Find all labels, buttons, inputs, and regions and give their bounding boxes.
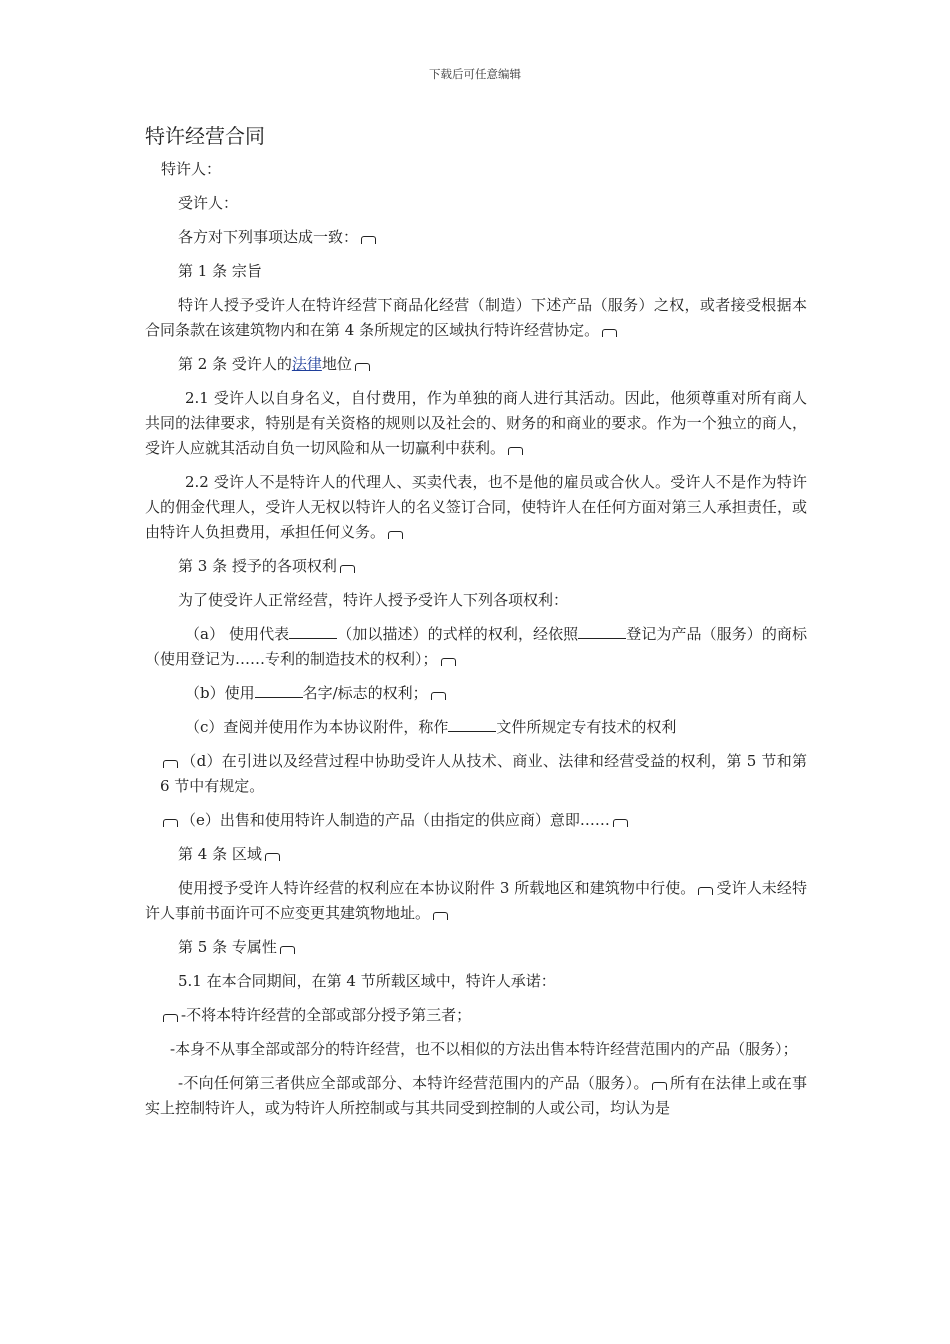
fill-blank bbox=[578, 624, 626, 639]
article-3-item-c: （c）查阅并使用作为本协议附件，称作 文件所规定专有技术的权利 bbox=[185, 718, 677, 736]
paragraph-mark-icon bbox=[388, 531, 403, 539]
franchisee-label: 受许人： bbox=[178, 194, 239, 212]
article-3-item-a: （a） 使用代表 （加以描述）的式样的权利，经依照 登记为产品（服务）的商标（使用登记为……专利的制造技术的权利）； bbox=[145, 625, 807, 668]
paragraph-mark-icon bbox=[163, 1014, 178, 1022]
article-3-title: 第 3 条 授予的各项权利 bbox=[145, 554, 807, 579]
fill-blank bbox=[289, 624, 337, 639]
article-1-text: 特许人授予受许人在特许经营下商品化经营（制造）下述产品（服务）之权，或者接受根据本合同条款在该建筑物内和在第 4 条所规定的区域执行特许经营协定。 bbox=[145, 296, 807, 339]
fill-blank bbox=[448, 717, 496, 732]
law-link[interactable]: 法律 bbox=[291, 355, 322, 373]
article-5-1: 5.1 在本合同期间，在第 4 节所载区域中，特许人承诺： bbox=[178, 972, 556, 990]
paragraph-mark-icon bbox=[280, 946, 295, 954]
paragraph-mark-icon bbox=[613, 819, 628, 827]
document-body bbox=[145, 121, 807, 1130]
paragraph-mark-icon bbox=[163, 819, 178, 827]
article-2-1: 2.1 受许人以自身名义，自付费用，作为单独的商人进行其活动。因此，他须尊重对所有商人共同的法律要求，特别是有关资格的规则以及社会的、财务的和商业的要求。作为一个独立的商人，受许人应就其活动自负一切风险和从一切赢利中获利。 bbox=[145, 389, 807, 457]
paragraph-mark-icon bbox=[433, 912, 448, 920]
article-1-title: 第 1 条 宗旨 bbox=[178, 262, 262, 280]
paragraph-mark-icon bbox=[163, 760, 178, 768]
franchisor-label: 特许人： bbox=[161, 160, 222, 178]
paragraph-mark-icon bbox=[508, 447, 523, 455]
article-2-2: 2.2 受许人不是特许人的代理人、买卖代表，也不是他的雇员或合伙人。受许人不是作为特许人的佣金代理人，受许人无权以特许人的名义签订合同，使特许人在任何方面对第三人承担责任，或由特许人负担费用，承担任何义务。 bbox=[145, 473, 807, 541]
article-3-item-b: （b）使用 名字/标志的权利； bbox=[145, 681, 807, 706]
article-5-dash-2: -本身不从事全部或部分的特许经营，也不以相似的方法出售本特许经营范围内的产品（服务）； bbox=[170, 1040, 798, 1058]
article-5-dash-3: -不向任何第三者供应全部或部分、本特许经营范围内的产品（服务）。 所有在法律上或在事实上控制特许人，或为特许人所控制或与其共同受到控制的人或公司，均认为是 bbox=[145, 1074, 807, 1117]
article-3-item-d: （d）在引进以及经营过程中协助受许人从技术、商业、法律和经营受益的权利，第 5 节和第 6 节中有规定。 bbox=[160, 752, 807, 795]
paragraph-mark-icon bbox=[441, 658, 456, 666]
article-3-item-e: （e）出售和使用特许人制造的产品（由指定的供应商）意即…… bbox=[145, 808, 807, 833]
paragraph-mark-icon bbox=[602, 329, 617, 337]
article-5-title: 第 5 条 专属性 bbox=[145, 935, 807, 960]
document-title: 特许经营合同 bbox=[145, 124, 265, 148]
paragraph-mark-icon bbox=[355, 363, 370, 371]
paragraph-mark-icon bbox=[652, 1082, 667, 1090]
article-2-title: 第 2 条 受许人的法律地位 bbox=[145, 352, 807, 377]
paragraph-mark-icon bbox=[265, 853, 280, 861]
fill-blank bbox=[255, 683, 303, 698]
paragraph-mark-icon bbox=[361, 236, 376, 244]
paragraph-mark-icon bbox=[431, 692, 446, 700]
article-3-intro: 为了使受许人正常经营，特许人授予受许人下列各项权利： bbox=[178, 591, 569, 609]
article-4-title: 第 4 条 区域 bbox=[145, 842, 807, 867]
article-5-dash-1: -不将本特许经营的全部或部分授予第三者； bbox=[145, 1003, 807, 1028]
paragraph-mark-icon bbox=[698, 887, 713, 895]
agreement-line: 各方对下列事项达成一致： bbox=[145, 225, 807, 250]
page-header-note: 下载后可任意编辑 bbox=[429, 67, 521, 81]
article-4-text: 使用授予受许人特许经营的权利应在本协议附件 3 所载地区和建筑物中行使。 受许人未经特许人事前书面许可不应变更其建筑物地址。 bbox=[145, 879, 807, 922]
paragraph-mark-icon bbox=[340, 565, 355, 573]
